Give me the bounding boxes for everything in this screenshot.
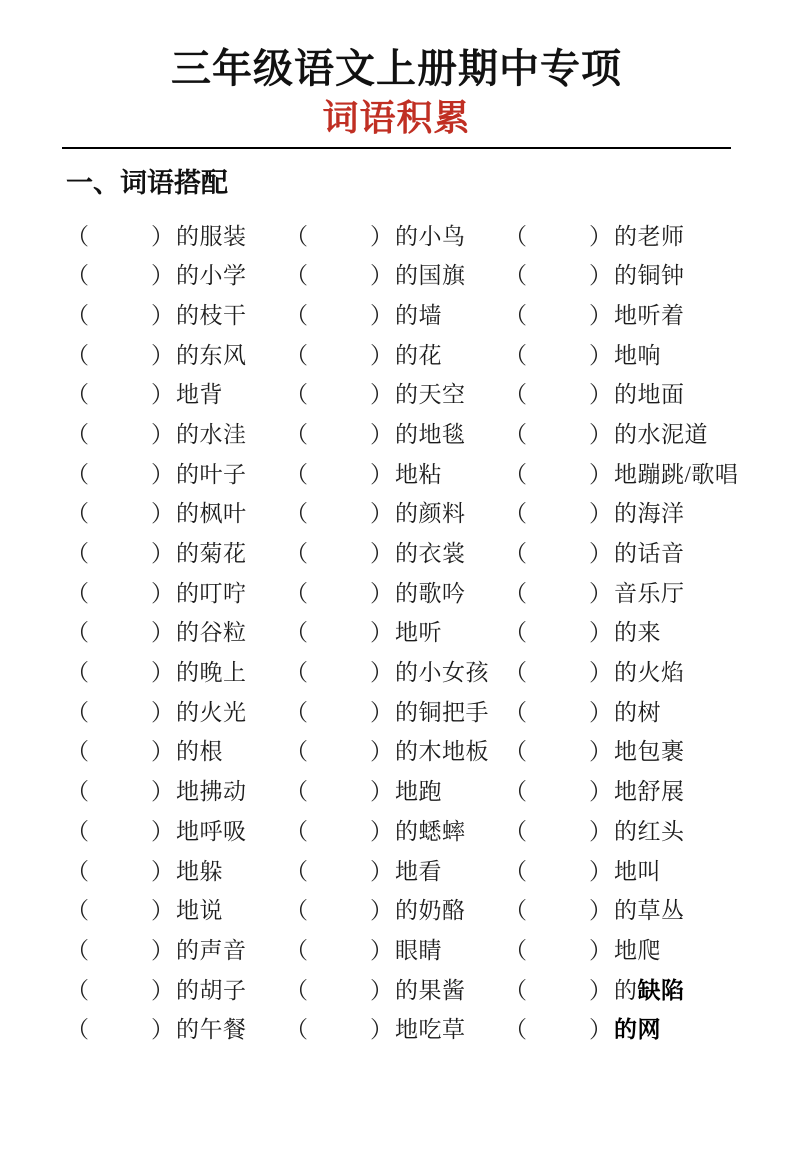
close-paren: ）: [151, 977, 174, 1003]
word-label: 音乐厅: [614, 580, 685, 606]
open-paren: （: [66, 580, 89, 606]
close-paren: ）: [589, 263, 612, 289]
word-item: [66, 535, 285, 568]
close-paren: ）: [151, 263, 174, 289]
word-item: [66, 416, 285, 449]
word-item: [504, 773, 753, 806]
word-row: [66, 571, 753, 611]
open-paren: （: [285, 937, 308, 963]
close-paren: ）: [589, 977, 612, 1003]
close-paren: ）: [151, 1017, 174, 1043]
close-paren: ）: [589, 699, 612, 725]
open-paren: （: [504, 699, 527, 725]
word-item: [285, 416, 504, 449]
word-item: [285, 456, 504, 489]
word-label: 地呼吸: [176, 818, 247, 844]
word-item: [285, 932, 504, 965]
open-paren: （: [66, 302, 89, 328]
word-row: [66, 254, 753, 294]
word-item: [285, 297, 504, 330]
word-label: 的枫叶: [176, 501, 247, 527]
word-item: [66, 218, 285, 251]
word-label: 的叮咛: [176, 580, 247, 606]
word-row: [66, 889, 753, 929]
word-label: 的小鸟: [395, 223, 466, 249]
word-item: [66, 495, 285, 528]
word-label: 眼睛: [395, 937, 442, 963]
word-label: 的红头: [614, 818, 685, 844]
word-label: 的东风: [176, 342, 247, 368]
word-item: [285, 218, 504, 251]
open-paren: （: [285, 858, 308, 884]
word-row: [66, 532, 753, 572]
close-paren: ）: [151, 501, 174, 527]
word-row: [66, 1008, 753, 1048]
word-item: [285, 694, 504, 727]
word-label: 的蟋蟀: [395, 818, 466, 844]
word-item: [285, 495, 504, 528]
word-row: [66, 611, 753, 651]
close-paren: ）: [151, 580, 174, 606]
word-label: 的铜把手: [395, 699, 489, 725]
word-label: 的草丛: [614, 898, 685, 924]
word-label: 的谷粒: [176, 620, 247, 646]
close-paren: ）: [589, 818, 612, 844]
open-paren: （: [66, 660, 89, 686]
word-item: [504, 932, 753, 965]
word-row: [66, 333, 753, 373]
open-paren: （: [285, 898, 308, 924]
open-paren: （: [66, 818, 89, 844]
word-item: [285, 535, 504, 568]
word-label: 的地面: [614, 382, 685, 408]
close-paren: ）: [151, 382, 174, 408]
word-item: [285, 654, 504, 687]
word-row: [66, 730, 753, 770]
word-row: [66, 651, 753, 691]
word-label: 的老师: [614, 223, 685, 249]
word-item: [66, 575, 285, 608]
open-paren: （: [285, 660, 308, 686]
close-paren: ）: [370, 382, 393, 408]
close-paren: ）: [370, 421, 393, 447]
word-label: 的胡子: [176, 977, 247, 1003]
close-paren: ）: [151, 858, 174, 884]
word-label: 的枝干: [176, 302, 247, 328]
close-paren: ）: [151, 818, 174, 844]
word-row: [66, 968, 753, 1008]
open-paren: （: [504, 937, 527, 963]
word-row: [66, 929, 753, 969]
word-row: [66, 413, 753, 453]
open-paren: （: [504, 1017, 527, 1043]
word-label: 的午餐: [176, 1017, 247, 1043]
word-label: 的声音: [176, 937, 247, 963]
word-row: [66, 770, 753, 810]
word-label: 地包裹: [614, 739, 685, 765]
word-item: [504, 218, 753, 251]
open-paren: （: [66, 858, 89, 884]
close-paren: ）: [151, 421, 174, 447]
word-label: 的国旗: [395, 263, 466, 289]
word-label: 的小女孩: [395, 660, 489, 686]
close-paren: ）: [151, 699, 174, 725]
close-paren: ）: [589, 421, 612, 447]
title-divider: [62, 147, 731, 149]
open-paren: （: [285, 620, 308, 646]
word-label: 的花: [395, 342, 442, 368]
word-row: [66, 214, 753, 254]
open-paren: （: [285, 739, 308, 765]
open-paren: （: [66, 263, 89, 289]
open-paren: （: [504, 461, 527, 487]
word-item: [504, 614, 753, 647]
close-paren: ）: [370, 263, 393, 289]
word-item: [504, 654, 753, 687]
word-label: 的水泥道: [614, 421, 708, 447]
open-paren: （: [285, 342, 308, 368]
open-paren: （: [66, 223, 89, 249]
word-item: [66, 257, 285, 290]
open-paren: （: [66, 501, 89, 527]
word-item: [504, 535, 753, 568]
close-paren: ）: [370, 541, 393, 567]
close-paren: ）: [151, 937, 174, 963]
word-label: 的树: [614, 699, 661, 725]
word-label: 地响: [614, 342, 661, 368]
word-item: [285, 892, 504, 925]
doc-title: 三年级语文上册期中专项: [171, 47, 622, 91]
open-paren: （: [504, 660, 527, 686]
close-paren: ）: [589, 501, 612, 527]
open-paren: （: [504, 898, 527, 924]
open-paren: （: [66, 977, 89, 1003]
close-paren: ）: [370, 779, 393, 805]
close-paren: ）: [370, 1017, 393, 1043]
word-item: [285, 337, 504, 370]
word-label: 的果酱: [395, 977, 466, 1003]
close-paren: ）: [370, 977, 393, 1003]
word-label: 的地毯: [395, 421, 466, 447]
word-label: 的墙: [395, 302, 442, 328]
word-row: [66, 452, 753, 492]
word-label: 的晚上: [176, 660, 247, 686]
close-paren: ）: [370, 858, 393, 884]
close-paren: ）: [151, 620, 174, 646]
open-paren: （: [504, 977, 527, 1003]
word-label: 的海洋: [614, 501, 685, 527]
close-paren: ）: [151, 660, 174, 686]
close-paren: ）: [370, 302, 393, 328]
word-label: 的天空: [395, 382, 466, 408]
word-label: 的叶子: [176, 461, 247, 487]
close-paren: ）: [589, 739, 612, 765]
close-paren: ）: [151, 541, 174, 567]
word-label: 的木地板: [395, 739, 489, 765]
open-paren: （: [66, 541, 89, 567]
word-label: 地叫: [614, 858, 661, 884]
word-row: [66, 373, 753, 413]
word-grid: [66, 214, 753, 1047]
close-paren: ）: [370, 937, 393, 963]
word-label: 的衣裳: [395, 541, 466, 567]
word-item: [285, 773, 504, 806]
word-row: [66, 294, 753, 334]
close-paren: ）: [589, 461, 612, 487]
close-paren: ）: [589, 1017, 612, 1043]
word-item: [504, 733, 753, 766]
open-paren: （: [285, 699, 308, 725]
word-label: 的网: [614, 1017, 661, 1043]
close-paren: ）: [589, 223, 612, 249]
open-paren: （: [285, 302, 308, 328]
open-paren: （: [504, 421, 527, 447]
close-paren: ）: [370, 461, 393, 487]
word-label: 的水洼: [176, 421, 247, 447]
open-paren: （: [504, 541, 527, 567]
word-label: 的奶酪: [395, 898, 466, 924]
close-paren: ）: [370, 739, 393, 765]
word-item: [66, 972, 285, 1005]
word-label: 地背: [176, 382, 223, 408]
close-paren: ）: [589, 660, 612, 686]
word-item: [285, 733, 504, 766]
open-paren: （: [504, 620, 527, 646]
open-paren: （: [285, 818, 308, 844]
word-item: [504, 892, 753, 925]
word-item: [66, 376, 285, 409]
open-paren: （: [285, 779, 308, 805]
close-paren: ）: [589, 898, 612, 924]
word-label: 地爬: [614, 937, 661, 963]
close-paren: ）: [370, 580, 393, 606]
close-paren: ）: [151, 302, 174, 328]
close-paren: ）: [370, 223, 393, 249]
close-paren: ）: [370, 660, 393, 686]
open-paren: （: [66, 421, 89, 447]
word-item: [285, 614, 504, 647]
word-row: [66, 492, 753, 532]
close-paren: ）: [589, 302, 612, 328]
open-paren: （: [66, 699, 89, 725]
word-label: 地听: [395, 620, 442, 646]
open-paren: （: [504, 223, 527, 249]
word-label: 的火焰: [614, 660, 685, 686]
word-item: [504, 853, 753, 886]
word-row: [66, 849, 753, 889]
word-item: [66, 892, 285, 925]
open-paren: （: [66, 937, 89, 963]
open-paren: （: [285, 1017, 308, 1043]
word-item: [66, 1011, 285, 1044]
close-paren: ）: [151, 223, 174, 249]
close-paren: ）: [151, 461, 174, 487]
close-paren: ）: [589, 620, 612, 646]
word-item: [285, 853, 504, 886]
doc-subtitle: 词语积累: [322, 97, 471, 138]
word-item: [504, 813, 753, 846]
word-label: 地说: [176, 898, 223, 924]
word-item: [66, 614, 285, 647]
open-paren: （: [66, 898, 89, 924]
word-item: [66, 297, 285, 330]
open-paren: （: [66, 739, 89, 765]
word-item: [285, 813, 504, 846]
word-label: 的铜钟: [614, 263, 685, 289]
open-paren: （: [504, 342, 527, 368]
word-item: [66, 654, 285, 687]
word-label: 的颜料: [395, 501, 466, 527]
word-item: [285, 376, 504, 409]
open-paren: （: [285, 263, 308, 289]
open-paren: （: [66, 382, 89, 408]
open-paren: （: [285, 421, 308, 447]
word-item: [285, 575, 504, 608]
word-item: [504, 376, 753, 409]
open-paren: （: [66, 620, 89, 646]
close-paren: ）: [589, 541, 612, 567]
word-label: 地吃草: [395, 1017, 466, 1043]
word-label: 的火光: [176, 699, 247, 725]
close-paren: ）: [151, 779, 174, 805]
word-item: [504, 416, 753, 449]
word-label: 地蹦跳/歌唱: [614, 461, 739, 487]
word-label: 的歌吟: [395, 580, 466, 606]
open-paren: （: [504, 739, 527, 765]
open-paren: （: [66, 1017, 89, 1043]
word-label: 地看: [395, 858, 442, 884]
open-paren: （: [504, 779, 527, 805]
open-paren: （: [504, 858, 527, 884]
word-label: 地粘: [395, 461, 442, 487]
open-paren: （: [66, 779, 89, 805]
open-paren: （: [66, 342, 89, 368]
open-paren: （: [504, 263, 527, 289]
word-label: 的小学: [176, 263, 247, 289]
open-paren: （: [285, 580, 308, 606]
word-item: [66, 694, 285, 727]
word-item: [66, 337, 285, 370]
section-heading: 一、词语搭配: [66, 168, 228, 199]
word-item: [504, 456, 753, 489]
word-row: [66, 690, 753, 730]
close-paren: ）: [589, 382, 612, 408]
open-paren: （: [285, 461, 308, 487]
word-item: [66, 733, 285, 766]
open-paren: （: [504, 302, 527, 328]
word-label: 的根: [176, 739, 223, 765]
word-item: [285, 972, 504, 1005]
open-paren: （: [285, 977, 308, 1003]
word-label: 地跑: [395, 779, 442, 805]
word-item: [66, 853, 285, 886]
close-paren: ）: [370, 818, 393, 844]
close-paren: ）: [370, 501, 393, 527]
word-item: [504, 575, 753, 608]
open-paren: （: [504, 818, 527, 844]
open-paren: （: [66, 461, 89, 487]
word-label: 的话音: [614, 541, 685, 567]
word-label: 的菊花: [176, 541, 247, 567]
open-paren: （: [504, 382, 527, 408]
close-paren: ）: [589, 580, 612, 606]
word-item: [504, 1011, 753, 1044]
word-item: [66, 932, 285, 965]
close-paren: ）: [589, 779, 612, 805]
open-paren: （: [285, 223, 308, 249]
close-paren: ）: [370, 342, 393, 368]
close-paren: ）: [370, 898, 393, 924]
open-paren: （: [285, 501, 308, 527]
close-paren: ）: [370, 620, 393, 646]
word-item: [504, 337, 753, 370]
word-item: [504, 297, 753, 330]
close-paren: ）: [589, 858, 612, 884]
open-paren: （: [504, 501, 527, 527]
close-paren: ）: [151, 342, 174, 368]
word-item: [66, 773, 285, 806]
word-label: 的服装: [176, 223, 247, 249]
word-label: 地躲: [176, 858, 223, 884]
word-item: [504, 257, 753, 290]
word-row: [66, 810, 753, 850]
word-item: [66, 456, 285, 489]
word-label: 地舒展: [614, 779, 685, 805]
close-paren: ）: [370, 699, 393, 725]
word-label: 的来: [614, 620, 661, 646]
word-item: [504, 495, 753, 528]
word-label: 地拂动: [176, 779, 247, 805]
close-paren: ）: [589, 342, 612, 368]
word-label: 地听着: [614, 302, 685, 328]
open-paren: （: [285, 382, 308, 408]
word-label: 的缺陷: [614, 977, 685, 1003]
word-item: [504, 694, 753, 727]
word-item: [504, 972, 753, 1005]
word-item: [285, 1011, 504, 1044]
word-item: [285, 257, 504, 290]
word-item: [66, 813, 285, 846]
open-paren: （: [504, 580, 527, 606]
close-paren: ）: [151, 739, 174, 765]
close-paren: ）: [151, 898, 174, 924]
open-paren: （: [285, 541, 308, 567]
close-paren: ）: [589, 937, 612, 963]
